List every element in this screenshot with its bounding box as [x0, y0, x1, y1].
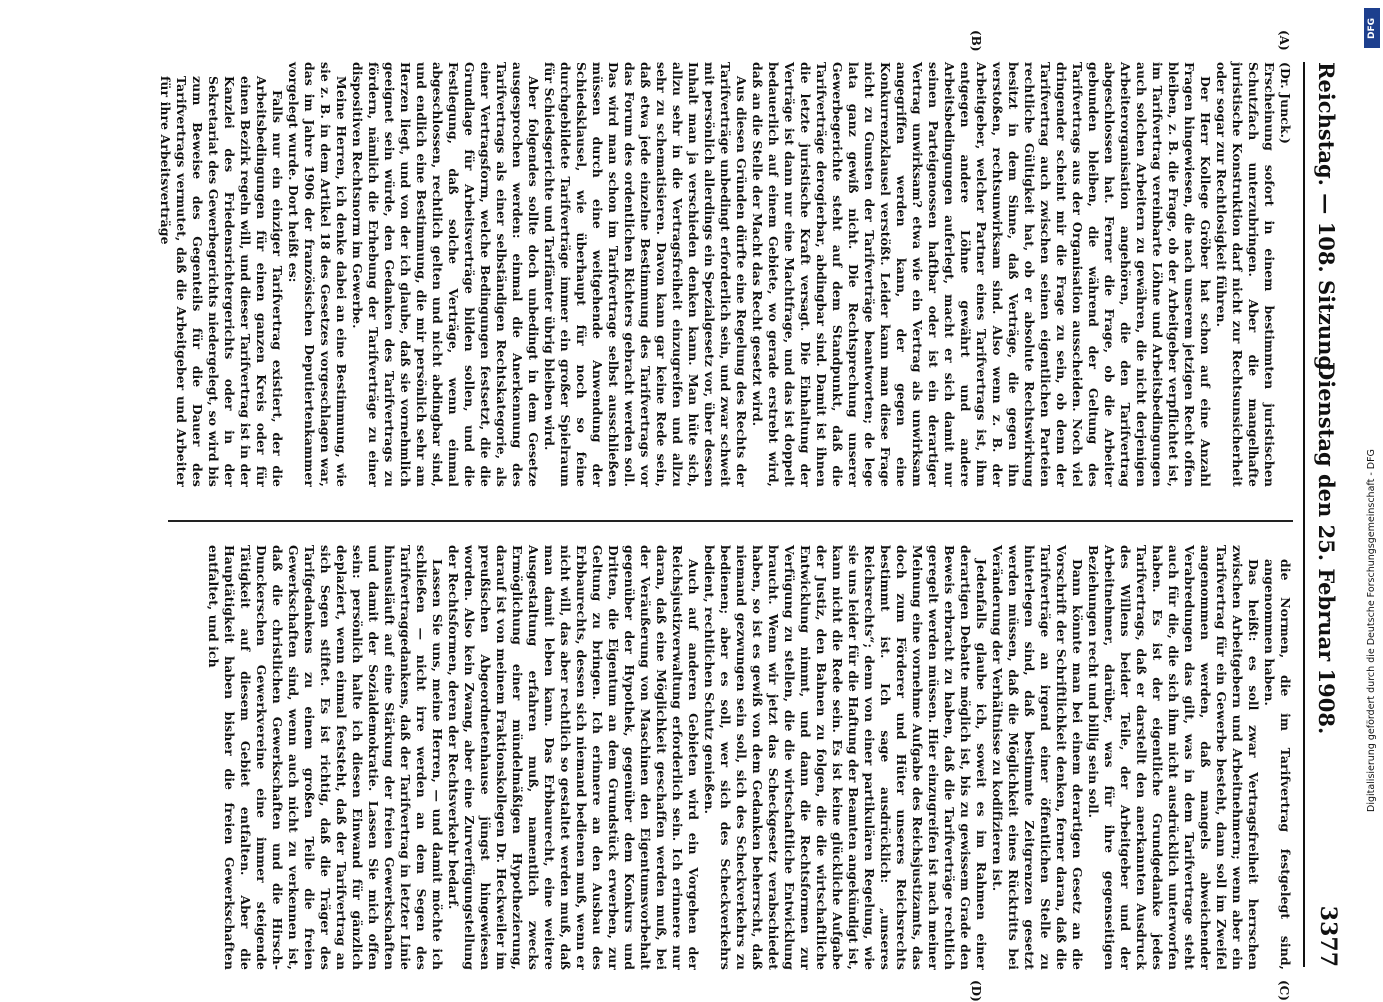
- column-divider: [168, 520, 1293, 522]
- digitization-note: Digitalisierung gefördert durch die Deutsche Forschungsgemeinschaft - DFG: [1366, 449, 1377, 812]
- quotation-end: die Normen, die im Tarifvertrag festgelegt sind, angenommen haben.: [1262, 559, 1293, 970]
- quotation: Falls nur ein einziger Tarifvertrag existiert, der die Arbeitsbedingungen für einen ganzen Kreis oder für einen Bezirk regeln will, und dieser Tarifvertrag ist in der Kanzlei des Friedensrichtergerichts oder in der Sekretariat des Gewerbegerichts niedergelegt, so wird bis zum Beweise des Gegenteils für die Dauer des Tarifvertrags vermutet, daß die Arbeitgeber und Arbeiter für ihre Arbeitsverträge: [158, 76, 285, 487]
- page-number: 3377: [1315, 905, 1341, 967]
- paragraph: Das heißt: es soll zwar Vertragsfreiheit herrschen zwischen Arbeitgebern und Arbeitnehmern; wenn aber ein Tarifvertrag für ein Gewerbe besteht, dann soll im Zweifel angenommen werden, daß mangels abweichender Verabredungen das gilt, was in dem Tarifvertrage steht auch für die, die sich ihm nicht ausdrücklich unterworfen haben. Es ist der eigentliche Grundgedanke jedes Tarifvertrags, daß er darstellt den anerkannten Ausdruck des Willens beider Teile, der Arbeitgeber und der Arbeitnehmer, darüber, was für ihre gegenseitigen Beziehungen recht und billig sein soll.: [1086, 545, 1261, 970]
- margin-mark-b: (B): [969, 30, 983, 52]
- left-column: [158, 62, 1293, 487]
- page-header: [1303, 62, 1345, 967]
- header-date: Dienstag den 25. Februar 1908.: [1314, 362, 1339, 735]
- margin-mark-d: (D): [969, 980, 983, 1002]
- paragraph: Aber folgendes sollte doch unbedingt in dem Gesetze ausgesprochen werden: einmal die Anerkennung des Tarifvertrags als einer selbständigen Rechtskategorie, als einer Vertragsform, welche Bedingungen festsetzt, die die Grundlage für Arbeitsverträge bilden sollen, und die Festlegung, daß solche Verträge, wenn einmal abgeschlossen, rechtlich gelten und nicht abdingbar sind, und endlich eine Bestimmung, die mir persönlich sehr am Herzen liegt, und von der ich glaube, daß sie vornehmlich geeignet sein würde, den Gedanken des Tarifvertrags zu fördern, nämlich die Erhebung der Tarifverträge zu einer dispositiven Rechtsnorm im Gewerbe.: [350, 62, 541, 487]
- header-left: Reichstag. — 108. Sitzung.: [1314, 62, 1339, 378]
- paragraph: Meine Herren, ich denke dabei an eine Bestimmung, wie sie z. B. in dem Artikel 18 des Gesetzes vorgeschlagen war, das im Jahre 1906 der französischen Deputiertenkammer vorgelegt wurde. Dort heißt es:: [286, 62, 349, 487]
- paragraph: Jedenfalls glaube ich, soweit es im Rahmen einer derartigen Debatte möglich ist, bis zu gewissem Grade den Beweis erbracht zu haben, daß die Tarifverträge rechtlich geregelt werden müssen. Hier einzugreifen ist nach meiner Meinung eine vornehme Aufgabe des Reichsjustizamts, das doch zum Förderer und Hüter unseres Reichsrechts bestimmt ist. Ich sage ausdrücklich: „unseres Reichsrechts“; denn von einer partikulären Regelung, wie sie uns leider für die Haftung der Beamten angekündigt ist, kann nicht die Rede sein. Es ist keine glückliche Aufgabe der Justiz, den Bahnen zu folgen, die die wirtschaftliche Entwicklung nimmt, und dann die Rechtsformen zur Verfügung zu stellen, die die wirtschaftliche Entwicklung braucht. Wenn wir jetzt das Scheckgesetz verabschiedet haben, so ist es gewiß von dem Gedanken beherrscht, daß niemand gezwungen sein soll, sich des Scheckverkehrs zu bedienen; aber es soll, wer sich des Scheckverkehrs bedient, rechtlichen Schutz genießen.: [702, 545, 989, 970]
- dfg-logo: DFG: [1364, 8, 1380, 48]
- paragraph: Dann könnte man bei einem derartigen Gesetz an die Vorschrift der Schriftlichkeit denken, ferner daran, daß die Tarifverträge an irgend einer öffentlichen Stelle zu hinterlegen sind, daß bestimmte Zeitgrenzen gesetzt werden müssen, daß die Möglichkeit eines Rücktritts bei Veränderung der Verhältnisse zu kodifizieren ist.: [990, 545, 1085, 970]
- paragraph: Lassen Sie uns, meine Herren, — und damit möchte ich schließen — nicht irre werden an dem Segen des Tarifvertraggedankens, daß der Tarifvertrag in letzter Linie hinausläuft auf eine Stärkung der freien Gewerkschaften und damit der Sozialdemokratie. Lassen Sie mich offen sein: persönlich halte ich diesen Einwand für gänzlich deplaziert, wenn einmal feststeht, daß der Tarifvertrag an sich Segen stiftet. Es ist richtig, daß die Träger des Tarifgedankens zu einem großen Teile die freien Gewerkschaften sind, wenn auch nicht zu verkennen ist, daß die christlichen Gewerkschaften und die Hirsch-Dunckerschen Gewerkvereine eine immer steigende Tätigkeit auf diesem Gebiet entfalten. Aber die Hauptätigkeit haben bisher die freien Gewerkschaften entfaltet, und ich: [206, 545, 445, 970]
- paragraph: Auch auf anderen Gebieten wird ein Vorgehen der Reichsjustizverwaltung erforderlich sein. Ich erinnere nur daran, daß eine Möglichkeit geschaffen werden muß, bei der Veräußerung von Maschinen den Eigentumsvorbehalt gegenüber der Hypothek, gegenüber dem Konkurs und Dritten, die Eigentum an dem Grundstück erwerben, zur Geltung zu bringen. Ich erinnere an den Ausbau des Erbbaurechts, dessen sich niemand bedienen muß, wenn er nicht will, das aber rechtlich so gestaltet werden muß, daß man damit leben kann. Das Erbbaurecht, eine weitere Ausgestaltung erfahren muß, namentlich zwecks Ermöglichung einer mündelmäßigen Hypothezierung, darauf ist von meinem Fraktionskollegen Dr. Heckweiler im preußischen Abgeordnetenhause jüngst hingewiesen worden. Also kein Zwang, aber eine Zurverfügungstellung der Rechtsformen, deren der Rechtsverkehr bedarf.: [446, 545, 701, 970]
- paragraph: Aus diesen Gründen dürfte eine Regelung des Rechts der Tarifverträge unbedingt erforderlich sein, und zwar schweit mit persönlich allerdings ein Spezialgesetz vor, über dessen Inhalt man ja verschieden denken kann. Man hüte sich, allzu sehr in die Vertragsfreiheit einzugreifen und allzu sehr zu schematisieren. Davon kann gar keine Rede sein, daß etwa jede einzelne Bestimmung des Tarifvertrags vor das Forum des ordentlichen Richters gebracht werden soll. Das wird man schon im Tarifvertrage selbst ausschließen müssen durch eine weitgehende Anwendung der Schiedsklausel, wie überhaupt für noch so feine durchgebildete Tarifverträge immer ein großer Spielraum für Schiedsgerichte und Tarifämter übrig bleiben wird.: [542, 62, 749, 487]
- speaker-label: (Dr. Junck.): [1278, 62, 1293, 145]
- paragraph: Erscheinung sofort in einem bestimmten juristischen Schutzfach unterzubringen. Aber die mangelhafte juristische Konstruktion darf nicht zur Rechtsunsicherheit oder sogar zur Rechtlosigkeit führen.: [1214, 62, 1277, 487]
- margin-mark-c: (C): [1277, 980, 1291, 1001]
- paragraph: Der Herr Kollege Gröber hat schon auf eine Anzahl Fragen hingewiesen, die nach unserem jetzigen Recht offen bleiben, z. B. die Frage, ob der Arbeitgeber verpflichtet ist, im Tarifvertrag vereinbarte Löhne und Arbeitsbedingungen auch solchen Arbeitern zu gewähren, die nicht derjenigen Arbeiterorganisation angehören, die den Tarifvertrag abgeschlossen hat. Ferner die Frage, ob die Arbeiter gebunden bleiben, die während der Geltung des Tarifvertrags aus der Organisation ausscheiden. Noch viel dringender scheint mir die Frage zu sein, ob denn der Tarifvertrag auch zwischen seinen eigentlichen Parteien rechtliche Gültigkeit hat, ob er absolute Rechtswirkung besitzt in dem Sinne, daß Verträge, die gegen ihn verstoßen, rechtsunwirksam sind. Also wenn z. B. der Arbeitgeber, welcher Partner eines Tarifvertrags ist, ihm entgegen andere Löhne gewährt und andere Arbeitsbedingungen auferlegt, macht er sich damit nur seinen Parteigenossen haftbar oder ist ein derartiger Vertrag unwirksam? etwa wie ein Vertrag als unwirksam angegriffen werden kann, der gegen eine Konkurrenzklausel verstößt. Leider kann man diese Frage nicht zu Gunsten der Tarifverträge beantworten; de lege lata ganz gewiß nicht. Die Rechtsprechung unserer Gewerbegerichte steht auf dem Standpunkt, daß die Tarifverträge derogierbar, abdingbar sind. Damit ist ihnen die letzte juristische Kraft versagt. Die Einhaltung der Verträge ist dann nur eine Machtfrage, und das ist doppelt bedauerlich auf einem Gebiete, wo gerade erstrebt wird, daß an die Stelle der Macht das Recht gesetzt wird.: [750, 62, 1213, 487]
- right-column: [173, 545, 1293, 970]
- margin-mark-a: (A): [1277, 30, 1291, 51]
